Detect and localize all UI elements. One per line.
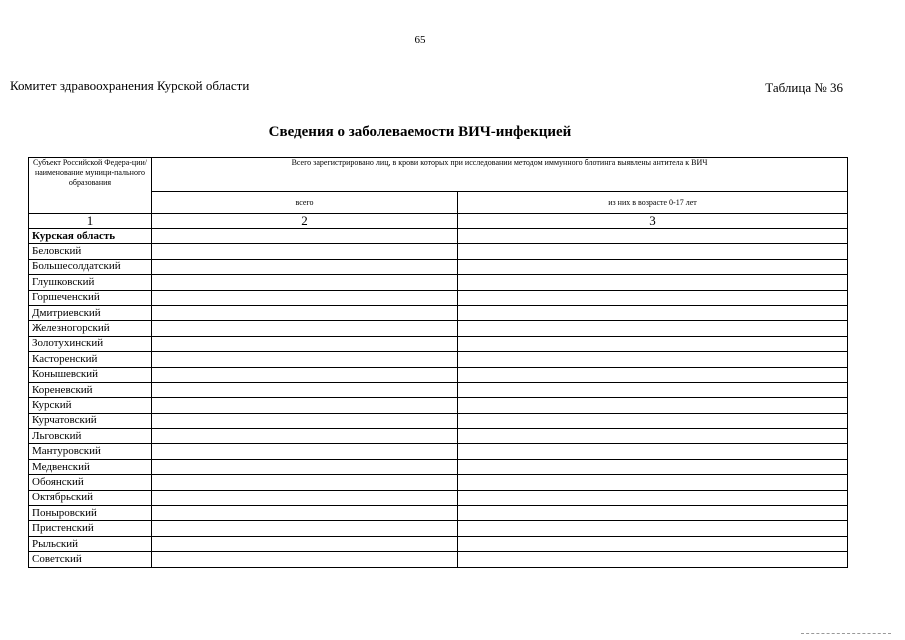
region-name: Обоянский xyxy=(29,475,152,490)
age-0-17-cell xyxy=(458,459,848,474)
age-0-17-cell xyxy=(458,552,848,567)
age-0-17-cell xyxy=(458,321,848,336)
total-cell xyxy=(152,490,458,505)
page-number: 65 xyxy=(414,34,426,46)
table-row xyxy=(29,536,848,551)
total-cell xyxy=(152,336,458,351)
table-row xyxy=(29,305,848,320)
table-body xyxy=(29,229,848,568)
age-0-17-cell xyxy=(458,444,848,459)
table-row xyxy=(29,229,848,244)
total-cell xyxy=(152,552,458,567)
total-cell xyxy=(152,244,458,259)
total-cell xyxy=(152,275,458,290)
organization-name: Комитет здравоохранения Курской области xyxy=(10,78,250,93)
table-row xyxy=(29,352,848,367)
total-cell xyxy=(152,413,458,428)
table-row xyxy=(29,290,848,305)
region-name: Дмитриевский xyxy=(29,305,152,320)
age-0-17-cell xyxy=(458,290,848,305)
table-row xyxy=(29,413,848,428)
region-name: Курчатовский xyxy=(29,413,152,428)
age-0-17-cell xyxy=(458,413,848,428)
region-name: Поныровский xyxy=(29,506,152,521)
total-cell xyxy=(152,506,458,521)
age-0-17-cell xyxy=(458,244,848,259)
column-number: 2 xyxy=(152,214,458,229)
header-age-0-17: из них в возрасте 0-17 лет xyxy=(458,192,848,214)
total-cell xyxy=(152,367,458,382)
table-row xyxy=(29,382,848,397)
table-row xyxy=(29,552,848,567)
total-cell xyxy=(152,429,458,444)
total-cell xyxy=(152,536,458,551)
age-0-17-cell xyxy=(458,398,848,413)
region-name: Беловский xyxy=(29,244,152,259)
region-name: Пристенский xyxy=(29,521,152,536)
total-cell xyxy=(152,475,458,490)
table-row xyxy=(29,459,848,474)
table-row xyxy=(29,336,848,351)
document-title: Сведения о заболеваемости ВИЧ-инфекцией xyxy=(268,124,572,140)
table-row xyxy=(29,259,848,274)
region-name: Железногорский xyxy=(29,321,152,336)
table-row xyxy=(29,506,848,521)
age-0-17-cell xyxy=(458,382,848,397)
total-cell xyxy=(152,229,458,244)
header-main: Всего зарегистрировано лиц, в крови которых при исследовании методом иммунного блотинга выявлены антитела к ВИЧ xyxy=(152,158,848,192)
age-0-17-cell xyxy=(458,229,848,244)
hiv-incidence-table xyxy=(28,157,848,568)
total-cell xyxy=(152,259,458,274)
total-cell xyxy=(152,290,458,305)
total-cell xyxy=(152,352,458,367)
region-name: Льговский xyxy=(29,429,152,444)
scan-artifact-line xyxy=(801,633,891,634)
region-name: Касторенский xyxy=(29,352,152,367)
table-row xyxy=(29,398,848,413)
region-name: Советский xyxy=(29,552,152,567)
column-number: 1 xyxy=(29,214,152,229)
age-0-17-cell xyxy=(458,506,848,521)
table-row xyxy=(29,444,848,459)
table-row xyxy=(29,321,848,336)
total-cell xyxy=(152,444,458,459)
age-0-17-cell xyxy=(458,305,848,320)
total-cell xyxy=(152,459,458,474)
age-0-17-cell xyxy=(458,336,848,351)
age-0-17-cell xyxy=(458,275,848,290)
region-name: Рыльский xyxy=(29,536,152,551)
table-row xyxy=(29,521,848,536)
region-name: Мантуровский xyxy=(29,444,152,459)
column-number: 3 xyxy=(458,214,848,229)
total-cell xyxy=(152,305,458,320)
column-number-row xyxy=(29,214,848,229)
header-subject: Субъект Российской Федера-ции/ наименование муници-пального образования xyxy=(29,158,152,214)
table-row xyxy=(29,429,848,444)
age-0-17-cell xyxy=(458,352,848,367)
region-name: Горшеченский xyxy=(29,290,152,305)
header-total: всего xyxy=(152,192,458,214)
age-0-17-cell xyxy=(458,259,848,274)
region-name: Золотухинский xyxy=(29,336,152,351)
age-0-17-cell xyxy=(458,475,848,490)
table-number: Таблица № 36 xyxy=(765,80,843,95)
table-row xyxy=(29,490,848,505)
region-name: Кореневский xyxy=(29,382,152,397)
age-0-17-cell xyxy=(458,490,848,505)
total-cell xyxy=(152,382,458,397)
age-0-17-cell xyxy=(458,429,848,444)
region-name: Курская область xyxy=(29,229,152,244)
region-name: Медвенский xyxy=(29,459,152,474)
table-row xyxy=(29,367,848,382)
total-cell xyxy=(152,521,458,536)
table-row xyxy=(29,244,848,259)
age-0-17-cell xyxy=(458,521,848,536)
age-0-17-cell xyxy=(458,536,848,551)
age-0-17-cell xyxy=(458,367,848,382)
total-cell xyxy=(152,321,458,336)
region-name: Октябрьский xyxy=(29,490,152,505)
region-name: Большесолдатский xyxy=(29,259,152,274)
region-name: Курский xyxy=(29,398,152,413)
table-row xyxy=(29,475,848,490)
region-name: Глушковский xyxy=(29,275,152,290)
total-cell xyxy=(152,398,458,413)
region-name: Конышевский xyxy=(29,367,152,382)
table-row xyxy=(29,275,848,290)
